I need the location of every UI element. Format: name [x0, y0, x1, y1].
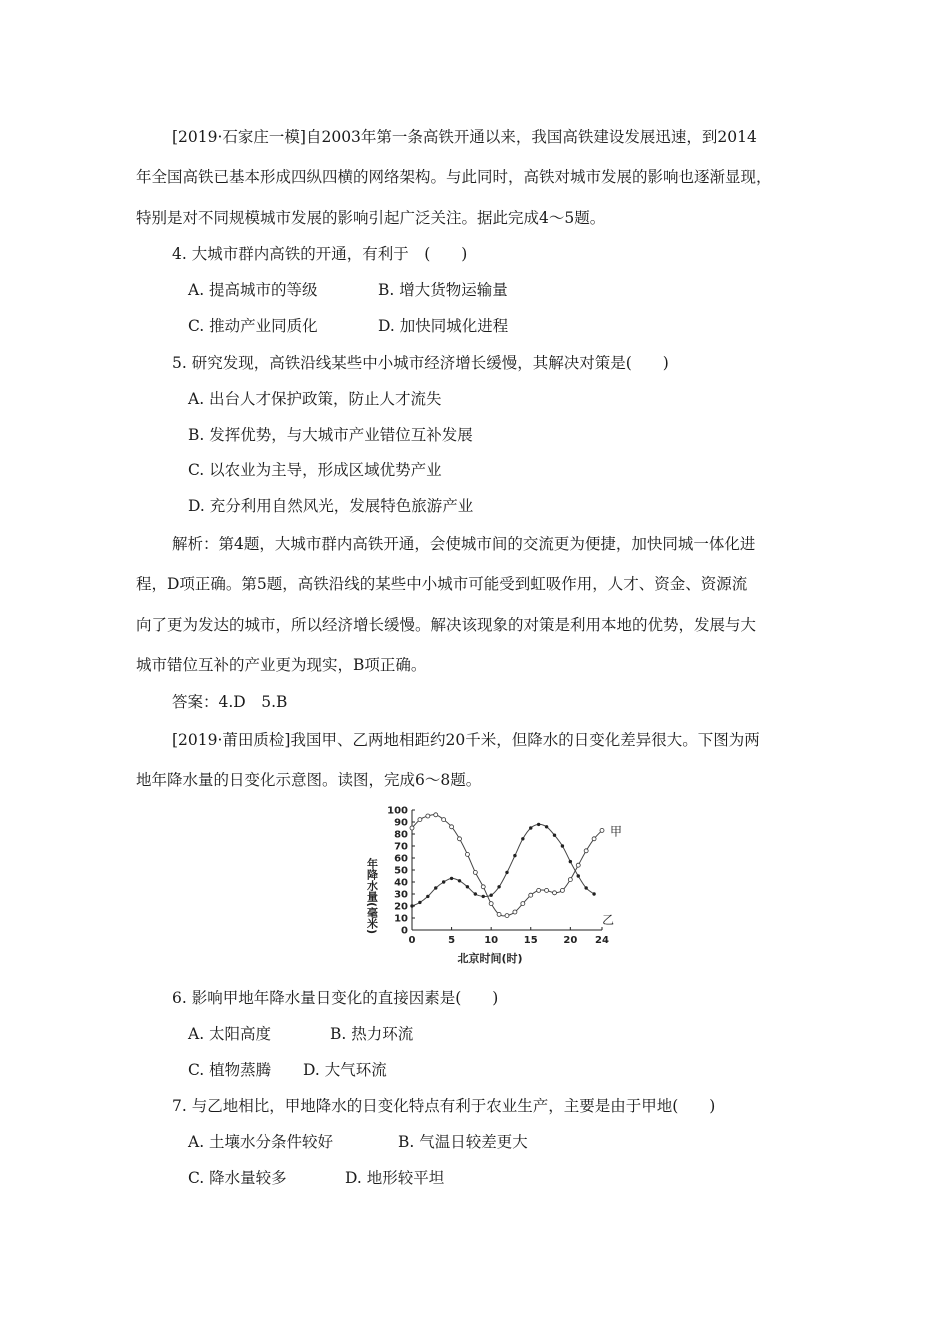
data-point: [505, 871, 508, 874]
data-point: [569, 860, 572, 863]
x-tick-label: 15: [523, 935, 538, 946]
data-point: [489, 894, 492, 897]
q7-option-d: D. 地形较平坦: [345, 1169, 445, 1187]
intro2-line1: [2019·莆田质检]我国甲、乙两地相距约20千米，但降水的日变化差异很大。下图为两: [172, 731, 760, 749]
q4-option-c: C. 推动产业同质化: [188, 317, 318, 335]
data-point: [600, 828, 604, 832]
data-point: [497, 912, 501, 916]
x-axis-label: 北京时间(时): [457, 952, 523, 965]
data-point: [592, 892, 595, 895]
data-point: [553, 891, 557, 895]
intro1-line3: 特别是对不同规模城市发展的影响引起广泛关注。据此完成4～5题。: [136, 209, 606, 227]
data-point: [497, 885, 500, 888]
data-point: [489, 902, 493, 906]
data-point: [434, 886, 437, 889]
q4-option-d: D. 加快同城化进程: [378, 317, 509, 335]
data-point: [442, 818, 446, 822]
q7-option-b: B. 气温日较差更大: [398, 1133, 528, 1151]
y-tick-label: 10: [394, 913, 408, 925]
data-point: [577, 874, 580, 877]
q5-option-a: A. 出台人才保护政策，防止人才流失: [188, 390, 442, 408]
data-point: [545, 825, 548, 828]
analysis-line4: 城市错位互补的产业更为现实，B项正确。: [136, 656, 427, 674]
q4-option-a: A. 提高城市的等级: [188, 281, 318, 299]
x-tick-label: 0: [408, 935, 416, 946]
intro1-line2: 年全国高铁已基本形成四纵四横的网络架构。与此同时，高铁对城市发展的影响也逐渐显现，: [136, 168, 772, 186]
analysis-line2: 程，D项正确。第5题，高铁沿线的某些中小城市可能受到虹吸作用，人才、资金、资源流: [136, 575, 748, 593]
data-point: [450, 877, 453, 880]
data-point: [410, 826, 414, 830]
data-point: [584, 849, 588, 853]
q6-stem: 6. 影响甲地年降水量日变化的直接因素是( ): [172, 989, 499, 1007]
q5-option-c: C. 以农业为主导，形成区域优势产业: [188, 461, 442, 479]
data-point: [513, 854, 516, 857]
data-point: [584, 886, 587, 889]
data-point: [426, 814, 430, 818]
q7-option-c: C. 降水量较多: [188, 1169, 287, 1187]
data-point: [473, 870, 477, 874]
q5-option-d: D. 充分利用自然风光，发展特色旅游产业: [188, 497, 474, 515]
data-point: [521, 837, 524, 840]
y-tick-label: 80: [394, 829, 408, 841]
analysis-line1: 解析：第4题，大城市群内高铁开通，会使城市间的交流更为便捷，加快同城一体化进: [172, 535, 756, 553]
intro2-line2: 地年降水量的日变化示意图。读图，完成6～8题。: [136, 771, 482, 789]
q6-option-d: D. 大气环流: [303, 1061, 387, 1079]
q4-option-b: B. 增大货物运输量: [378, 281, 508, 299]
data-point: [482, 895, 485, 898]
data-point: [561, 844, 564, 847]
axes-group: [387, 806, 609, 947]
data-point: [410, 904, 413, 907]
y-tick-label: 30: [394, 889, 408, 901]
data-point: [442, 880, 445, 883]
data-point: [474, 892, 477, 895]
x-tick-label: 24: [595, 935, 609, 946]
y-tick-label: 100: [387, 805, 408, 817]
intro1-line1: [2019·石家庄一模]自2003年第一条高铁开通以来，我国高铁建设发展迅速，到2014: [172, 128, 757, 146]
series-label: 乙: [602, 913, 615, 927]
q4-stem: 4. 大城市群内高铁的开通，有利于 ( ): [172, 245, 468, 263]
data-point: [545, 888, 549, 892]
data-point: [553, 834, 556, 837]
q5-option-b: B. 发挥优势，与大城市产业错位互补发展: [188, 426, 473, 444]
y-tick-label: 40: [394, 877, 408, 889]
data-point: [513, 910, 517, 914]
data-point: [458, 879, 461, 882]
data-point: [450, 825, 454, 829]
data-point: [521, 902, 525, 906]
data-point: [426, 895, 429, 898]
data-point: [505, 914, 509, 918]
precipitation-chart: [350, 802, 630, 974]
series-label: 甲: [610, 824, 623, 839]
answer-line: 答案：4.D 5.B: [172, 693, 288, 711]
data-point: [560, 888, 564, 892]
data-point: [458, 837, 462, 841]
q7-stem: 7. 与乙地相比，甲地降水的日变化特点有利于农业生产，主要是由于甲地( ): [172, 1097, 716, 1115]
y-tick-label: 70: [394, 841, 408, 853]
data-point: [568, 878, 572, 882]
data-point: [529, 826, 532, 829]
data-point: [537, 888, 541, 892]
q7-option-a: A. 土壤水分条件较好: [188, 1133, 334, 1151]
y-tick-label: 60: [394, 853, 408, 865]
data-point: [576, 863, 580, 867]
y-tick-label: 50: [394, 865, 408, 877]
y-tick-label: 90: [394, 817, 408, 829]
series-group: [410, 813, 622, 927]
series-line-乙: [412, 824, 594, 906]
y-tick-label: 20: [394, 901, 408, 913]
data-point: [465, 852, 469, 856]
x-tick-label: 5: [448, 935, 456, 946]
analysis-line3: 向了更为发达的城市，所以经济增长缓慢。解决该现象的对策是利用本地的优势，发展与大: [136, 616, 757, 634]
q6-option-b: B. 热力环流: [330, 1025, 414, 1043]
q5-stem: 5. 研究发现，高铁沿线某些中小城市经济增长缓慢，其解决对策是( ): [172, 354, 669, 372]
series-line-甲: [412, 815, 602, 916]
y-axis-label: 年降水量(毫米): [365, 858, 379, 935]
data-point: [434, 813, 438, 817]
data-point: [529, 893, 533, 897]
y-tick-label: 0: [401, 925, 408, 937]
q6-option-c: C. 植物蒸腾: [188, 1061, 272, 1079]
data-point: [466, 885, 469, 888]
data-point: [418, 901, 421, 904]
x-tick-label: 10: [484, 935, 499, 946]
data-point: [537, 823, 540, 826]
data-point: [481, 885, 485, 889]
q6-option-a: A. 太阳高度: [188, 1025, 272, 1043]
x-tick-label: 20: [563, 935, 578, 946]
data-point: [418, 818, 422, 822]
data-point: [592, 837, 596, 841]
